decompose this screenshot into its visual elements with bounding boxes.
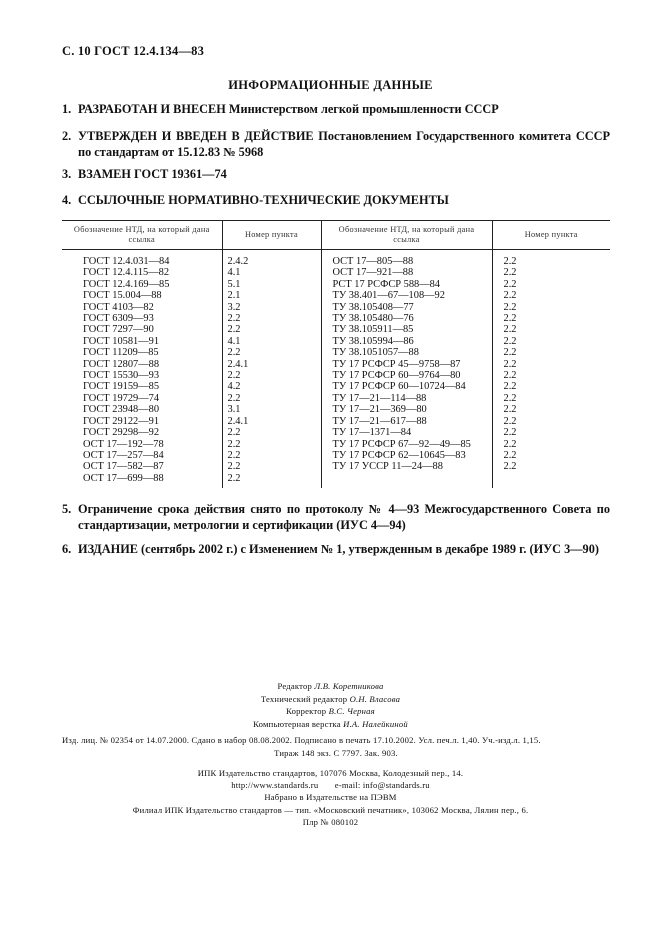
left-points-column xyxy=(228,256,321,484)
publisher-line-1: ИПК Издательство стандартов, 107076 Москва, Колодезный пер., 14. xyxy=(197,768,464,778)
table-cell: 2.2 xyxy=(503,313,517,325)
publisher-line-3: Набрано в Издательстве на ПЭВМ xyxy=(264,792,397,803)
publisher-line-5: Плр № 080102 xyxy=(302,816,359,827)
table-cell: ГОСТ 11209—85 xyxy=(83,347,159,359)
pub-info-line-2: Тираж 148 экз. С 7797. Зак. 903. xyxy=(274,747,398,758)
table-cell: ГОСТ 12.4.169—85 xyxy=(83,278,170,290)
header-doc-left: Обозначение НТД, на который дана ссылка xyxy=(62,221,222,250)
header-point-left: Номер пункта xyxy=(222,221,321,250)
table-cell: 5.1 xyxy=(227,278,241,290)
table-cell: РСТ 17 РСФСР 588—84 xyxy=(332,278,440,290)
table-cell: 2.2 xyxy=(503,358,517,370)
pub-info-line-1: Изд. лиц. № 02354 от 14.07.2000. Сдано в набор 08.08.2002. Подписано в печать 17.10.2002. Усл. печ.л. 1,40. Уч.-изд.л. 1,15. xyxy=(62,735,541,745)
item-lead: ВЗАМЕН ГОСТ 19361—74 xyxy=(78,167,227,181)
item-text: Ограничение срока действия снято по протоколу № 4—93 Межгосударственного Совета по стандартизации, метрологии и сертификации (ИУС 4—94) xyxy=(78,502,610,532)
table-cell: ГОСТ 15.004—88 xyxy=(83,290,162,302)
tech-editor-name: О.Н. Власова xyxy=(349,693,401,704)
item-number: 2. xyxy=(62,129,72,143)
info-item-2 xyxy=(62,128,610,160)
table-cell: 2.2 xyxy=(227,449,241,461)
table-cell: ТУ 38.105408—77 xyxy=(332,301,414,313)
table-cell: ТУ 38.105911—85 xyxy=(332,324,414,336)
table-cell: 2.2 xyxy=(503,392,517,404)
table-cell: 2.2 xyxy=(503,415,517,427)
info-item-6 xyxy=(62,541,610,557)
table-cell: ГОСТ 29122—91 xyxy=(83,415,160,427)
table-cell: 2.2 xyxy=(503,267,517,279)
item-number: 1. xyxy=(62,102,72,116)
page-header: С. 10 ГОСТ 12.4.134—83 xyxy=(62,44,205,58)
table-cell: 3.1 xyxy=(227,404,241,416)
layout-name: И.А. Налейкиной xyxy=(343,718,408,729)
table-cell: 2.2 xyxy=(503,278,517,290)
table-cell: 2.2 xyxy=(227,472,241,484)
table-cell: ТУ 17 РСФСР 60—9764—80 xyxy=(332,370,461,382)
table-cell: 2.2 xyxy=(503,381,517,393)
table-cell: ТУ 17 УССР 11—24—88 xyxy=(332,461,443,473)
corrector-name: В.С. Черная xyxy=(328,706,375,716)
item-number: 6. xyxy=(62,542,72,556)
table-cell: ГОСТ 19159—85 xyxy=(83,381,160,393)
table-cell: ТУ 17—21—114—88 xyxy=(332,392,427,404)
table-cell: ГОСТ 4103—82 xyxy=(83,301,154,313)
table-cell: ТУ 17—1371—84 xyxy=(332,427,412,439)
table-cell: ГОСТ 12.4.115—82 xyxy=(83,267,170,279)
table-cell: 4.2 xyxy=(227,381,241,393)
table-cell: ОСТ 17—805—88 xyxy=(332,256,414,267)
item-lead: РАЗРАБОТАН И ВНЕСЕН xyxy=(78,102,226,116)
layout-line: Компьютерная верстка И.А. Налейкиной xyxy=(253,718,408,729)
table-cell: 2.4.1 xyxy=(227,415,249,427)
right-points-column xyxy=(504,256,611,473)
table-cell: ТУ 17 РСФСР 67—92—49—85 xyxy=(332,438,471,450)
table-cell: 2.2 xyxy=(503,427,517,439)
publisher-info xyxy=(0,767,661,828)
table-cell: ТУ 38.1051057—88 xyxy=(332,347,419,359)
table-cell: ГОСТ 12.4.031—84 xyxy=(83,256,170,267)
table-cell: ОСТ 17—921—88 xyxy=(332,267,414,279)
left-docs-column xyxy=(83,256,222,484)
table-cell: ТУ 17—21—617—88 xyxy=(332,415,427,427)
publisher-line-2: http://www.standards.ru e-mail: info@standards.ru xyxy=(231,780,430,791)
table-cell: 2.2 xyxy=(227,427,241,439)
table-cell: 2.2 xyxy=(503,449,517,461)
info-item-3 xyxy=(62,166,610,182)
editor-line: Редактор Л.В. Коретникова xyxy=(277,681,384,691)
reference-documents-table xyxy=(62,220,610,488)
table-cell: 2.2 xyxy=(227,438,241,450)
table-cell: 2.2 xyxy=(503,438,517,450)
table-cell: 4.1 xyxy=(227,335,241,347)
table-cell: ГОСТ 10581—91 xyxy=(83,335,160,347)
item-lead: УТВЕРЖДЕН И ВВЕДЕН В ДЕЙСТВИЕ xyxy=(78,129,314,143)
info-item-1 xyxy=(62,101,610,117)
publication-info xyxy=(62,734,610,759)
table-cell: ОСТ 17—192—78 xyxy=(83,438,164,450)
publisher-line-4: Филиал ИПК Издательство стандартов — тип. «Московский печатник», 103062 Москва, Лялин пер., 6. xyxy=(132,804,529,815)
table-cell: 2.2 xyxy=(503,324,517,336)
table-cell: ОСТ 17—699—88 xyxy=(83,472,164,484)
table-body-row xyxy=(62,250,610,489)
table-cell: ТУ 38.105994—86 xyxy=(332,335,414,347)
table-cell: 2.1 xyxy=(227,290,241,302)
item-text: Постановлением Государственного комитета СССР по стандартам от 15.12.83 № 5968 xyxy=(78,129,610,159)
table-cell: 2.2 xyxy=(503,461,517,473)
table-cell: 2.2 xyxy=(227,324,241,336)
table-cell: 2.2 xyxy=(503,301,517,313)
item-number: 3. xyxy=(62,167,72,181)
header-doc-right: Обозначение НТД, на который дана ссылка xyxy=(321,221,492,250)
item-lead: ССЫЛОЧНЫЕ НОРМАТИВНО-ТЕХНИЧЕСКИЕ ДОКУМЕНТЫ xyxy=(78,193,449,207)
info-item-4 xyxy=(62,192,610,208)
table-cell: 2.2 xyxy=(227,370,241,382)
table-cell: 2.2 xyxy=(503,335,517,347)
table-cell: ТУ 17 РСФСР 62—10645—83 xyxy=(332,449,466,461)
table-cell: 2.2 xyxy=(227,347,241,359)
table-cell: ТУ 38.401—67—108—92 xyxy=(332,290,445,302)
table-cell: ГОСТ 12807—88 xyxy=(83,358,160,370)
table-cell: ГОСТ 7297—90 xyxy=(83,324,154,336)
editor-name: Л.В. Коретникова xyxy=(314,681,384,691)
table-cell: 2.2 xyxy=(503,256,517,267)
table-cell: 2.2 xyxy=(503,290,517,302)
table-cell: 2.2 xyxy=(227,392,241,404)
table-cell: ТУ 17 РСФСР 60—10724—84 xyxy=(332,381,466,393)
item-number: 5. xyxy=(62,502,72,516)
table-cell: 2.2 xyxy=(503,347,517,359)
table-cell: ТУ 17—21—369—80 xyxy=(332,404,427,416)
table-header-row xyxy=(62,221,610,250)
table-cell: 2.2 xyxy=(503,370,517,382)
item-number: 4. xyxy=(62,193,72,207)
header-point-right: Номер пункта xyxy=(492,221,610,250)
table-cell: ОСТ 17—257—84 xyxy=(83,449,164,461)
item-text: (сентябрь 2002 г.) с Изменением № 1, утвержденным в декабре 1989 г. (ИУС 3—90) xyxy=(137,542,599,556)
table-cell: ГОСТ 15530—93 xyxy=(83,370,160,382)
table-cell: ТУ 38.105480—76 xyxy=(332,313,414,325)
table-cell: 2.2 xyxy=(227,313,241,325)
item-text: Министерством легкой промышленности СССР xyxy=(225,102,499,116)
table-cell: 2.4.1 xyxy=(227,358,249,370)
table-cell: 4.1 xyxy=(227,267,241,279)
corrector-line: Корректор В.С. Черная xyxy=(286,706,375,716)
right-docs-column xyxy=(333,256,492,473)
table-cell: ОСТ 17—582—87 xyxy=(83,461,164,473)
tech-editor-line: Технический редактор О.Н. Власова xyxy=(260,693,401,704)
table-cell: ГОСТ 23948—80 xyxy=(83,404,160,416)
table-cell: 2.4.2 xyxy=(227,256,249,267)
section-title: ИНФОРМАЦИОННЫЕ ДАННЫЕ xyxy=(228,78,433,92)
imprint-credits xyxy=(0,680,661,730)
table-cell: 2.2 xyxy=(227,461,241,473)
table-cell: 2.2 xyxy=(503,404,517,416)
table-cell: ГОСТ 6309—93 xyxy=(83,313,154,325)
table-cell: 3.2 xyxy=(227,301,241,313)
table-cell: ГОСТ 29298—92 xyxy=(83,427,160,439)
info-item-5 xyxy=(62,501,610,533)
item-lead: ИЗДАНИЕ xyxy=(78,542,138,556)
table-cell: ТУ 17 РСФСР 45—9758—87 xyxy=(332,358,461,370)
table-cell: ГОСТ 19729—74 xyxy=(83,392,160,404)
